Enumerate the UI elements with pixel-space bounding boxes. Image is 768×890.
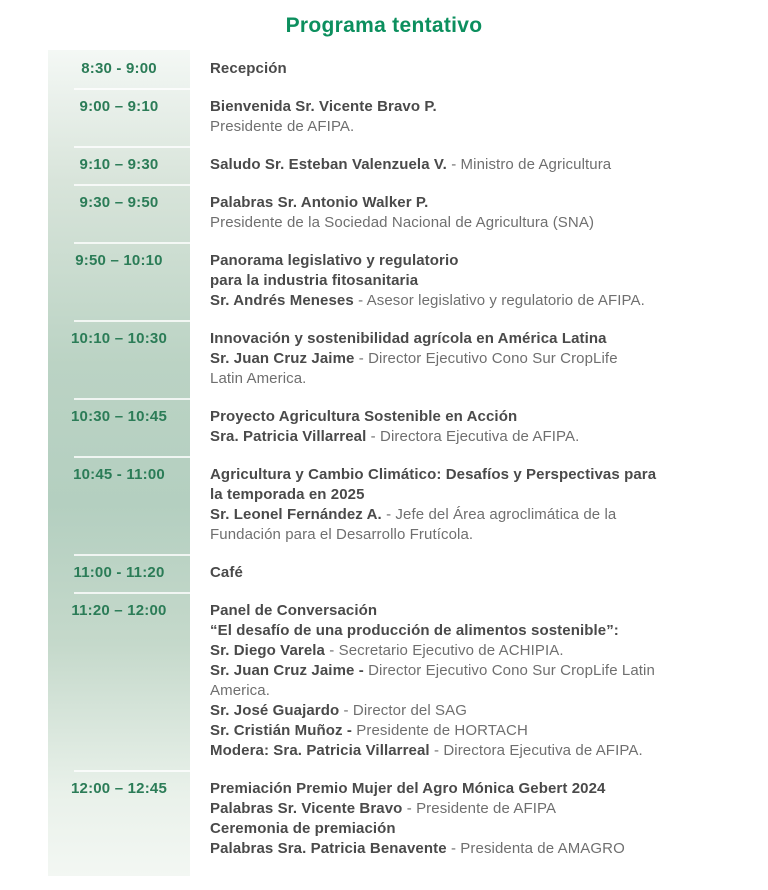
session-text-bold: Palabras Sr. Antonio Walker P. — [210, 194, 429, 211]
session-text-line — [210, 97, 746, 117]
session-text-line — [210, 485, 746, 505]
session-time: 9:00 – 9:10 — [48, 97, 190, 137]
session-text-line — [210, 779, 746, 799]
session-details — [210, 59, 768, 79]
schedule-row — [0, 770, 768, 868]
session-text-bold: Bienvenida Sr. Vicente Bravo P. — [210, 98, 437, 115]
session-text-regular: Latin America. — [210, 370, 307, 387]
session-text-regular: Presidente de la Sociedad Nacional de Agricultura (SNA) — [210, 214, 595, 231]
session-text-line — [210, 601, 746, 621]
session-text-line — [210, 701, 746, 721]
session-text-bold: Sr. Leonel Fernández A. — [210, 506, 382, 523]
session-text-bold: Sr. Juan Cruz Jaime - — [210, 662, 364, 679]
session-text-line — [210, 819, 746, 839]
session-text-bold: “El desafío de una producción de alimentos sostenible”: — [210, 622, 619, 639]
session-text-bold: la temporada en 2025 — [210, 486, 365, 503]
session-text-line — [210, 369, 746, 389]
session-text-line — [210, 407, 746, 427]
session-time: 12:00 – 12:45 — [48, 779, 190, 859]
session-text-line — [210, 329, 746, 349]
session-details — [210, 193, 768, 233]
session-text-bold: Ceremonia de premiación — [210, 820, 396, 837]
session-time: 11:20 – 12:00 — [48, 601, 190, 761]
session-text-regular: - Directora Ejecutiva de AFIPA. — [429, 742, 643, 759]
session-text-line — [210, 681, 746, 701]
session-text-line — [210, 465, 746, 485]
session-text-line — [210, 213, 746, 233]
schedule-row — [0, 88, 768, 146]
session-time: 9:10 – 9:30 — [48, 155, 190, 175]
session-text-bold: Sr. Cristián Muñoz - — [210, 722, 353, 739]
session-text-line — [210, 193, 746, 213]
session-text-bold: Palabras Sr. Vicente Bravo — [210, 800, 403, 817]
session-text-line — [210, 721, 746, 741]
session-text-line — [210, 59, 746, 79]
session-text-line — [210, 525, 746, 545]
page-title: Programa tentativo — [285, 14, 483, 37]
session-details — [210, 563, 768, 583]
session-text-bold: Saludo Sr. Esteban Valenzuela V. — [210, 156, 447, 173]
session-details — [210, 779, 768, 859]
session-text-regular: - Presidente de AFIPA — [402, 800, 557, 817]
session-details — [210, 465, 768, 545]
session-text-line — [210, 641, 746, 661]
session-text-line — [210, 291, 746, 311]
session-time: 8:30 - 9:00 — [81, 60, 157, 77]
session-text-line — [210, 427, 746, 447]
session-time: 11:00 - 11:20 — [48, 563, 190, 583]
session-text-bold: Sr. Diego Varela — [210, 642, 325, 659]
schedule-row — [0, 146, 768, 184]
schedule-row — [0, 554, 768, 592]
session-details — [210, 601, 768, 761]
session-text-bold: Café — [210, 564, 243, 581]
schedule-row — [0, 242, 768, 320]
session-text-line — [210, 251, 746, 271]
session-details — [210, 329, 768, 389]
session-text-line — [210, 349, 746, 369]
session-text-bold: Proyecto Agricultura Sostenible en Acción — [210, 408, 518, 425]
session-text-bold: Panel de Conversación — [210, 602, 378, 619]
session-text-regular: Presidente de AFIPA. — [210, 118, 355, 135]
session-text-bold: Sr. Juan Cruz Jaime — [210, 350, 355, 367]
session-details — [210, 97, 768, 137]
session-text-regular: America. — [210, 682, 270, 699]
session-text-bold: Panorama legislativo y regulatorio — [210, 252, 459, 269]
program-page — [0, 14, 768, 890]
session-text-line — [210, 117, 746, 137]
schedule-row — [0, 592, 768, 770]
session-text-bold: Sr. José Guajardo — [210, 702, 340, 719]
session-text-line — [210, 621, 746, 641]
session-time: 9:30 – 9:50 — [48, 193, 190, 233]
session-text-bold: Recepción — [210, 60, 287, 77]
schedule-rows — [0, 50, 768, 868]
session-text-line — [210, 839, 746, 859]
schedule-row — [0, 398, 768, 456]
session-text-regular: - Presidenta de AMAGRO — [446, 840, 625, 857]
session-text-regular: - Director Ejecutivo Cono Sur CropLife — [354, 350, 618, 367]
session-text-line — [210, 505, 746, 525]
session-text-line — [210, 271, 746, 291]
session-text-regular: - Director del SAG — [339, 702, 468, 719]
session-text-bold: Sr. Andrés Meneses — [210, 292, 354, 309]
session-text-regular: Director Ejecutivo Cono Sur CropLife Latin — [363, 662, 655, 679]
session-text-regular: - Jefe del Área agroclimática de la — [381, 506, 617, 523]
session-time: 9:50 – 10:10 — [48, 251, 190, 311]
session-details — [210, 155, 768, 175]
schedule-row — [0, 50, 768, 88]
session-text-bold: Modera: Sra. Patricia Villarreal — [210, 742, 430, 759]
session-text-line — [210, 799, 746, 819]
session-text-regular: - Asesor legislativo y regulatorio de AFIPA. — [353, 292, 645, 309]
schedule-row — [0, 456, 768, 554]
session-text-line — [210, 563, 746, 583]
session-text-bold: Agricultura y Cambio Climático: Desafíos y Perspectivas para — [210, 466, 657, 483]
schedule-row — [0, 184, 768, 242]
session-text-bold: para la industria fitosanitaria — [210, 272, 419, 289]
session-text-line — [210, 661, 746, 681]
session-text-bold: Palabras Sra. Patricia Benavente — [210, 840, 447, 857]
schedule — [0, 50, 768, 876]
session-text-regular: Presidente de HORTACH — [352, 722, 528, 739]
session-text-regular: - Ministro de Agricultura — [446, 156, 612, 173]
session-text-regular: - Directora Ejecutiva de AFIPA. — [366, 428, 580, 445]
session-details — [210, 407, 768, 447]
session-details — [210, 251, 768, 311]
session-text-bold: Premiación Premio Mujer del Agro Mónica Gebert 2024 — [210, 780, 606, 797]
session-text-bold: Sra. Patricia Villarreal — [210, 428, 367, 445]
session-time: 10:10 – 10:30 — [48, 329, 190, 389]
session-time: 10:45 - 11:00 — [48, 465, 190, 545]
session-text-bold: Innovación y sostenibilidad agrícola en América Latina — [210, 330, 607, 347]
session-text-regular: - Secretario Ejecutivo de ACHIPIA. — [325, 642, 564, 659]
session-text-regular: Fundación para el Desarrollo Frutícola. — [210, 526, 474, 543]
schedule-row — [0, 320, 768, 398]
session-time: 10:30 – 10:45 — [48, 407, 190, 447]
session-text-line — [210, 741, 746, 761]
session-text-line — [210, 155, 746, 175]
